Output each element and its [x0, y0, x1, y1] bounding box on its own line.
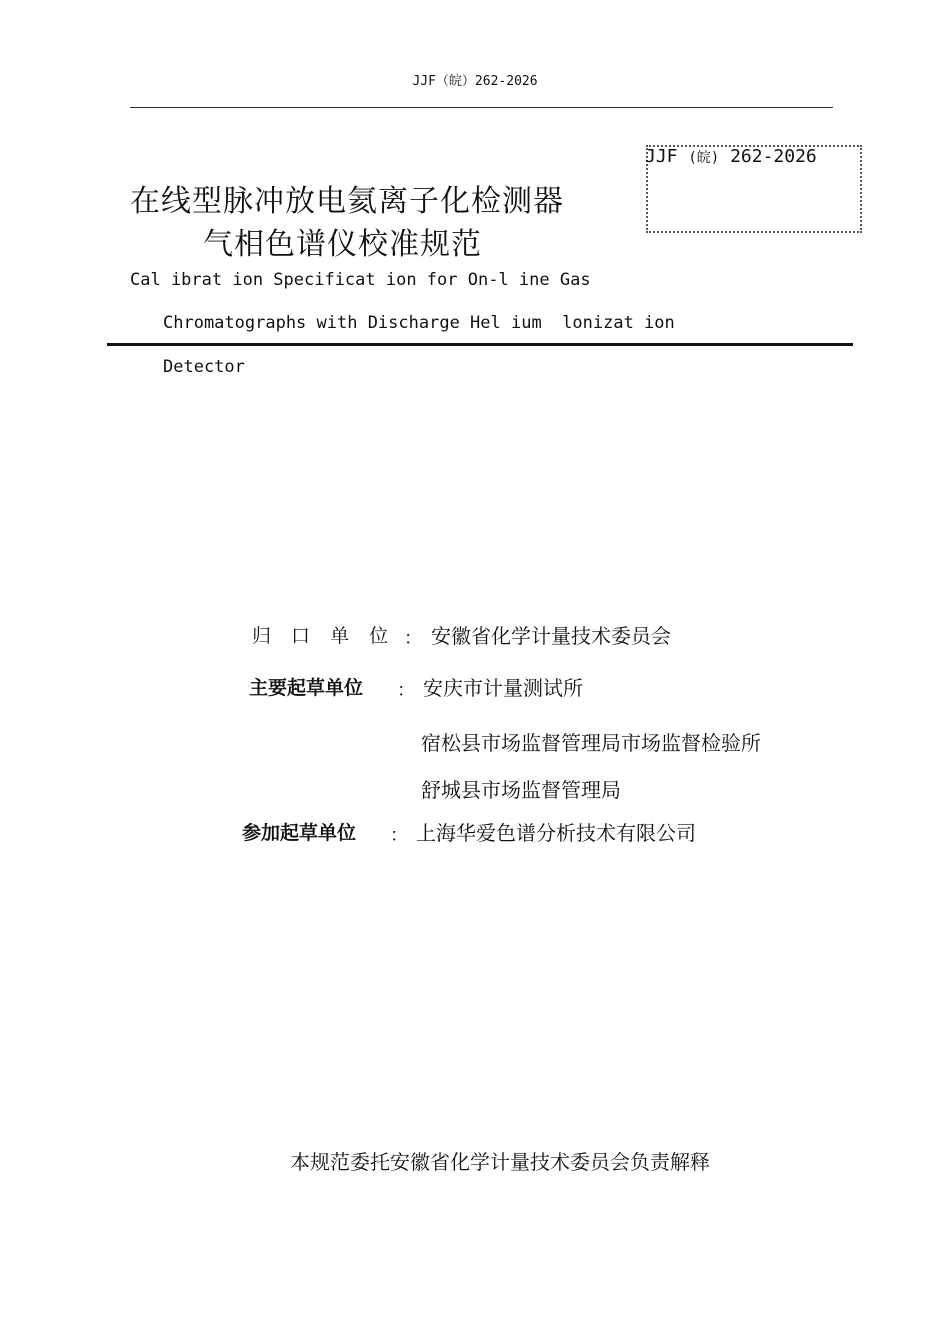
footer-interpretation-note: 本规范委托安徽省化学计量技术委员会负责解释 — [290, 1150, 710, 1174]
code-number: 262-2026 — [730, 146, 817, 167]
code-region: (皖) — [688, 150, 720, 166]
title-en-line1: Cal ibrat ion Specificat ion for On-l ine Gas — [130, 270, 591, 290]
main-drafting-label: 主要起草单位 — [249, 677, 364, 699]
responsible-unit-value: 安徽省化学计量技术委员会 — [431, 624, 671, 648]
document-code — [645, 146, 817, 167]
responsible-unit-colon: ： — [404, 628, 422, 649]
title-en-line2: Chromatographs with Discharge Hel ium lonizat ion — [163, 313, 675, 333]
title-divider — [107, 343, 853, 346]
participating-drafting-colon: ： — [390, 825, 408, 846]
main-drafting-value-1: 安庆市计量测试所 — [423, 676, 583, 700]
main-drafting-colon: ： — [397, 680, 415, 701]
title-cn-line1: 在线型脉冲放电氦离子化检测器 — [130, 184, 564, 219]
header-divider — [130, 107, 833, 108]
responsible-unit-label: 归 口 单 位 — [252, 625, 396, 647]
main-drafting-value-2: 宿松县市场监督管理局市场监督检验所 — [421, 731, 761, 755]
header-document-code: JJF（皖）262-2026 — [412, 74, 538, 89]
title-en-line3: Detector — [163, 357, 245, 377]
participating-drafting-value: 上海华爱色谱分析技术有限公司 — [416, 821, 696, 845]
participating-drafting-label: 参加起草单位 — [242, 822, 357, 844]
code-prefix: JJF — [645, 146, 678, 167]
title-cn-line2: 气相色谱仪校准规范 — [203, 227, 482, 262]
main-drafting-value-3: 舒城县市场监督管理局 — [421, 778, 621, 802]
